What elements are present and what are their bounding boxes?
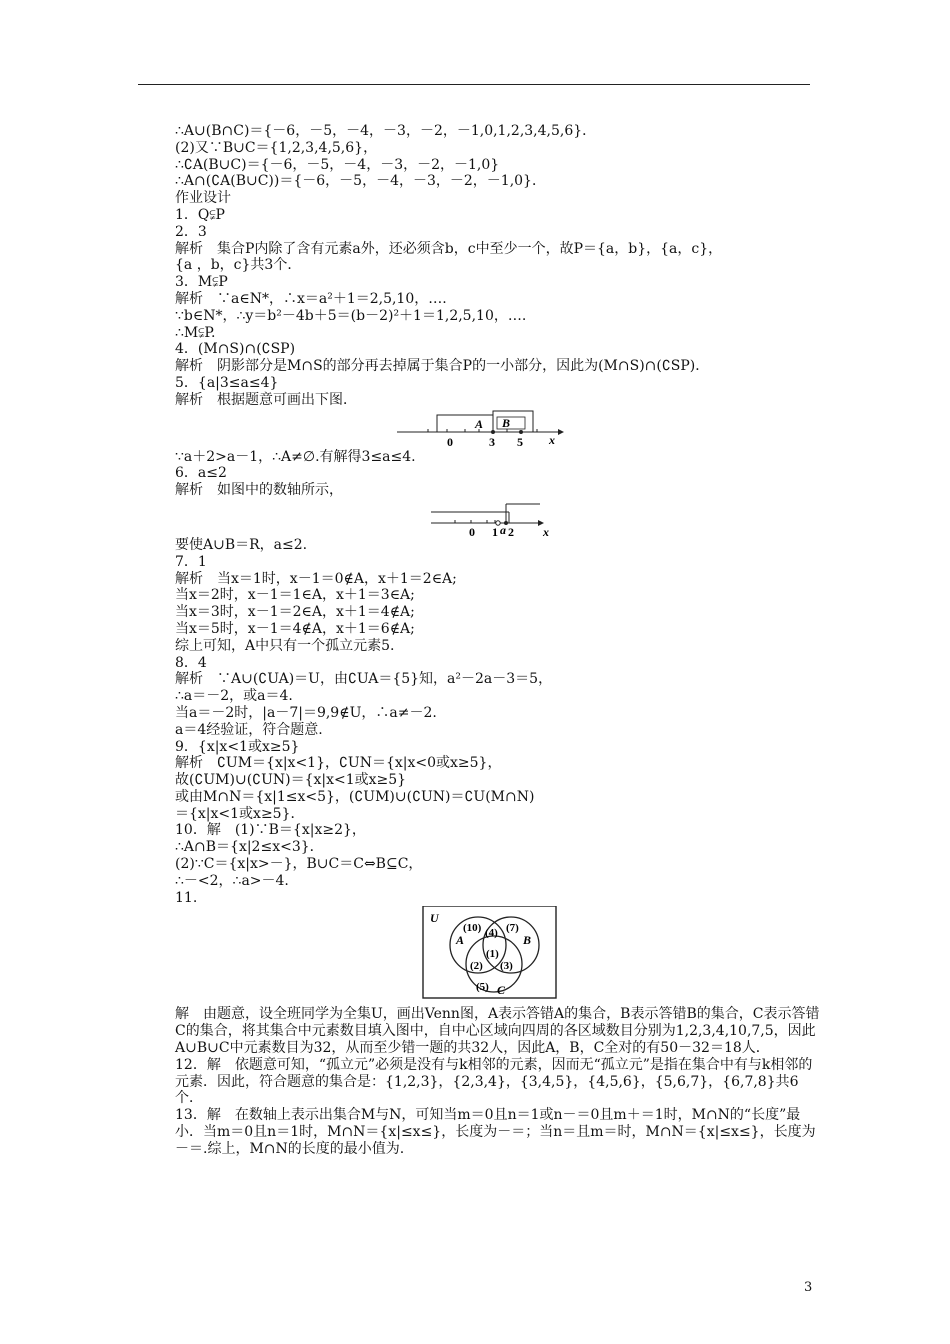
text-line: 当x＝3时，x－1＝2∈A，x＋1＝4∉A;: [175, 604, 415, 621]
text-line: 解析 如图中的数轴所示，: [175, 482, 343, 499]
text-line: 解析 ∵a∈N*，∴x＝a²＋1＝2,5,10，….: [175, 290, 447, 307]
text-line: (2)又∵B∪C＝{1,2,3,4,5,6}，: [175, 139, 378, 156]
text-line: ∵b∈N*，∴y＝b²－4b＋5＝(b－2)²＋1＝1,2,5,10，….: [175, 307, 527, 324]
text-line: 综上可知，A中只有一个孤立元素5.: [175, 637, 395, 654]
text-line: ∴A∩B＝{x|2≤x<3}．: [175, 839, 324, 856]
text-line: 当x＝5时，x－1＝4∉A，x＋1＝6∉A;: [175, 620, 415, 637]
text-line: ∵a＋2>a－1，∴A≠∅.有解得3≤a≤4.: [175, 448, 416, 465]
venn-region-3: (3): [500, 960, 513, 973]
venn-region-1: (1): [486, 948, 499, 961]
text-line: 解析 ∵A∪(∁UA)＝U，由∁UA＝{5}知，a²－2a－3＝5，: [175, 671, 553, 688]
tick-label-0: 0: [447, 434, 453, 449]
header-rule: [138, 84, 810, 85]
text-line: ∴A∪(B∩C)＝{－6，－5，－4，－3，－2，－1,0,1,2,3,4,5,6}．: [175, 123, 597, 139]
text-line: 7．1: [175, 553, 207, 570]
text-line: 当a＝－2时，|a－7|＝9,9∉U，∴a≠－2.: [175, 704, 437, 721]
text-line: (2)∵C＝{x|x>－}，B∪C＝C⇔B⊆C，: [175, 856, 423, 873]
venn-region-2: (2): [470, 960, 483, 973]
solution-11: 解 由题意，设全班同学为全集U，画出Venn图，A表示答错A的集合，B表示答错B的集合，C表示答错C的集合，将其集合中元素数目填入图中，自中心区域向四周的各区域数目分别为1,2,3,4,10,7,5，因此A∪B∪C中元素数目为32，从而至少错一题的共32人，因此A，B，C全对的有50－32＝18人．: [175, 1006, 820, 1057]
text-line: 11.: [175, 889, 198, 906]
text-line: 当x＝2时，x－1＝1∈A，x＋1＝3∈A;: [175, 587, 415, 604]
text-line: ∴M⫋P.: [175, 324, 216, 341]
venn-label-a: A: [456, 933, 465, 948]
text-line: 作业设计: [175, 190, 231, 207]
venn-region-4: (4): [485, 927, 498, 940]
venn-region-7: (7): [506, 922, 519, 935]
tick-label-1: 1: [492, 524, 498, 537]
text-line: 3．M⫋P: [175, 274, 228, 291]
text-line: 解析 当x＝1时，x－1＝0∉A，x＋1＝2∈A;: [175, 570, 457, 587]
text-line: 解析 阴影部分是M∩S的部分再去掉属于集合P的一小部分，因此为(M∩S)∩(∁SP)．: [175, 358, 710, 375]
venn-region-5: (5): [476, 981, 489, 994]
box-label-b: B: [502, 415, 511, 430]
text-line: 解析 集合P内除了含有元素a外，还必须含b，c中至少一个，故P＝{a，b}，{a，c}，: [175, 240, 723, 257]
text-line: 故(∁UM)∪(∁UN)＝{x|x<1或x≥5}: [175, 772, 407, 789]
tick-label-a: a: [500, 522, 506, 537]
box-label-a: A: [475, 416, 484, 431]
venn-label-b: B: [523, 933, 532, 948]
text-line: 10．解 (1)∵B＝{x|x≥2}，: [175, 822, 366, 839]
page-number: 3: [804, 1280, 813, 1295]
number-line-figure-6: [175, 499, 820, 537]
tick-label-2: 2: [508, 524, 514, 537]
text-line: ∴－<2，∴a>－4.: [175, 872, 289, 889]
tick-label-5: 5: [517, 434, 523, 449]
point-5: [519, 430, 523, 434]
solution-12: 12．解 依题意可知，“孤立元”必须是没有与k相邻的元素，因而无“孤立元”是指在集合中有与k相邻的元素．因此，符合题意的集合是：{1,2,3}，{2,3,4}，{3,4,5}，{4,5,6}，{5,6,7}，{6,7,8}共6个．: [175, 1056, 813, 1107]
axis-label-x: x: [543, 524, 549, 537]
text-line: 9．{x|x<1或x≥5}: [175, 738, 300, 755]
text-line: 5．{a|3≤a≤4}: [175, 374, 279, 391]
solution-13: 13．解 在数轴上表示出集合M与N，可知当m＝0且n＝1或n－＝0且m＋＝1时，M∩N的“长度”最小．当m＝0且n＝1时，M∩N＝{x|≤x≤}，长度为－＝；当n＝且m＝时，M∩N＝{x|≤x≤}，长度为－＝.综上，M∩N的长度的最小值为.: [175, 1107, 816, 1157]
point-3: [491, 430, 495, 434]
text-line: 要使A∪B＝R，a≤2.: [175, 536, 308, 553]
venn-region-10: (10): [463, 922, 482, 935]
tick-label-0: 0: [469, 524, 475, 537]
text-line: ∴A∩(∁A(B∪C))＝{－6，－5，－4，－3，－2，－1,0}．: [175, 173, 546, 190]
venn-label-c: C: [497, 983, 506, 998]
venn-diagram-figure: [175, 906, 820, 1006]
solution-content: [175, 123, 820, 1158]
text-line: ＝{x|x<1或x≥5}．: [175, 805, 305, 822]
text-line: ∴∁A(B∪C)＝{－6，－5，－4，－3，－2，－1,0}: [175, 156, 500, 173]
text-line: 2．3: [175, 223, 207, 240]
text-line: 8．4: [175, 654, 207, 671]
text-line: 4．(M∩S)∩(∁SP): [175, 341, 296, 358]
text-line: a＝4经验证，符合题意.: [175, 721, 323, 738]
text-line: 解析 ∁UM＝{x|x<1}，∁UN＝{x|x<0或x≥5}，: [175, 755, 502, 772]
text-line: {a ，b，c}共3个．: [175, 257, 302, 274]
tick-label-3: 3: [489, 434, 495, 449]
text-line: 6．a≤2: [175, 465, 227, 482]
text-line: ∴a＝－2，或a＝4.: [175, 688, 293, 705]
text-line: 1．Q⫋P: [175, 206, 225, 223]
venn-label-u: U: [430, 911, 439, 926]
axis-label-x: x: [549, 432, 555, 447]
number-line-figure-5: [175, 409, 820, 449]
text-line: 或由M∩N＝{x|1≤x<5}，(∁UM)∪(∁UN)＝∁U(M∩N): [175, 788, 535, 805]
text-line: 解析 根据题意可画出下图．: [175, 391, 357, 408]
